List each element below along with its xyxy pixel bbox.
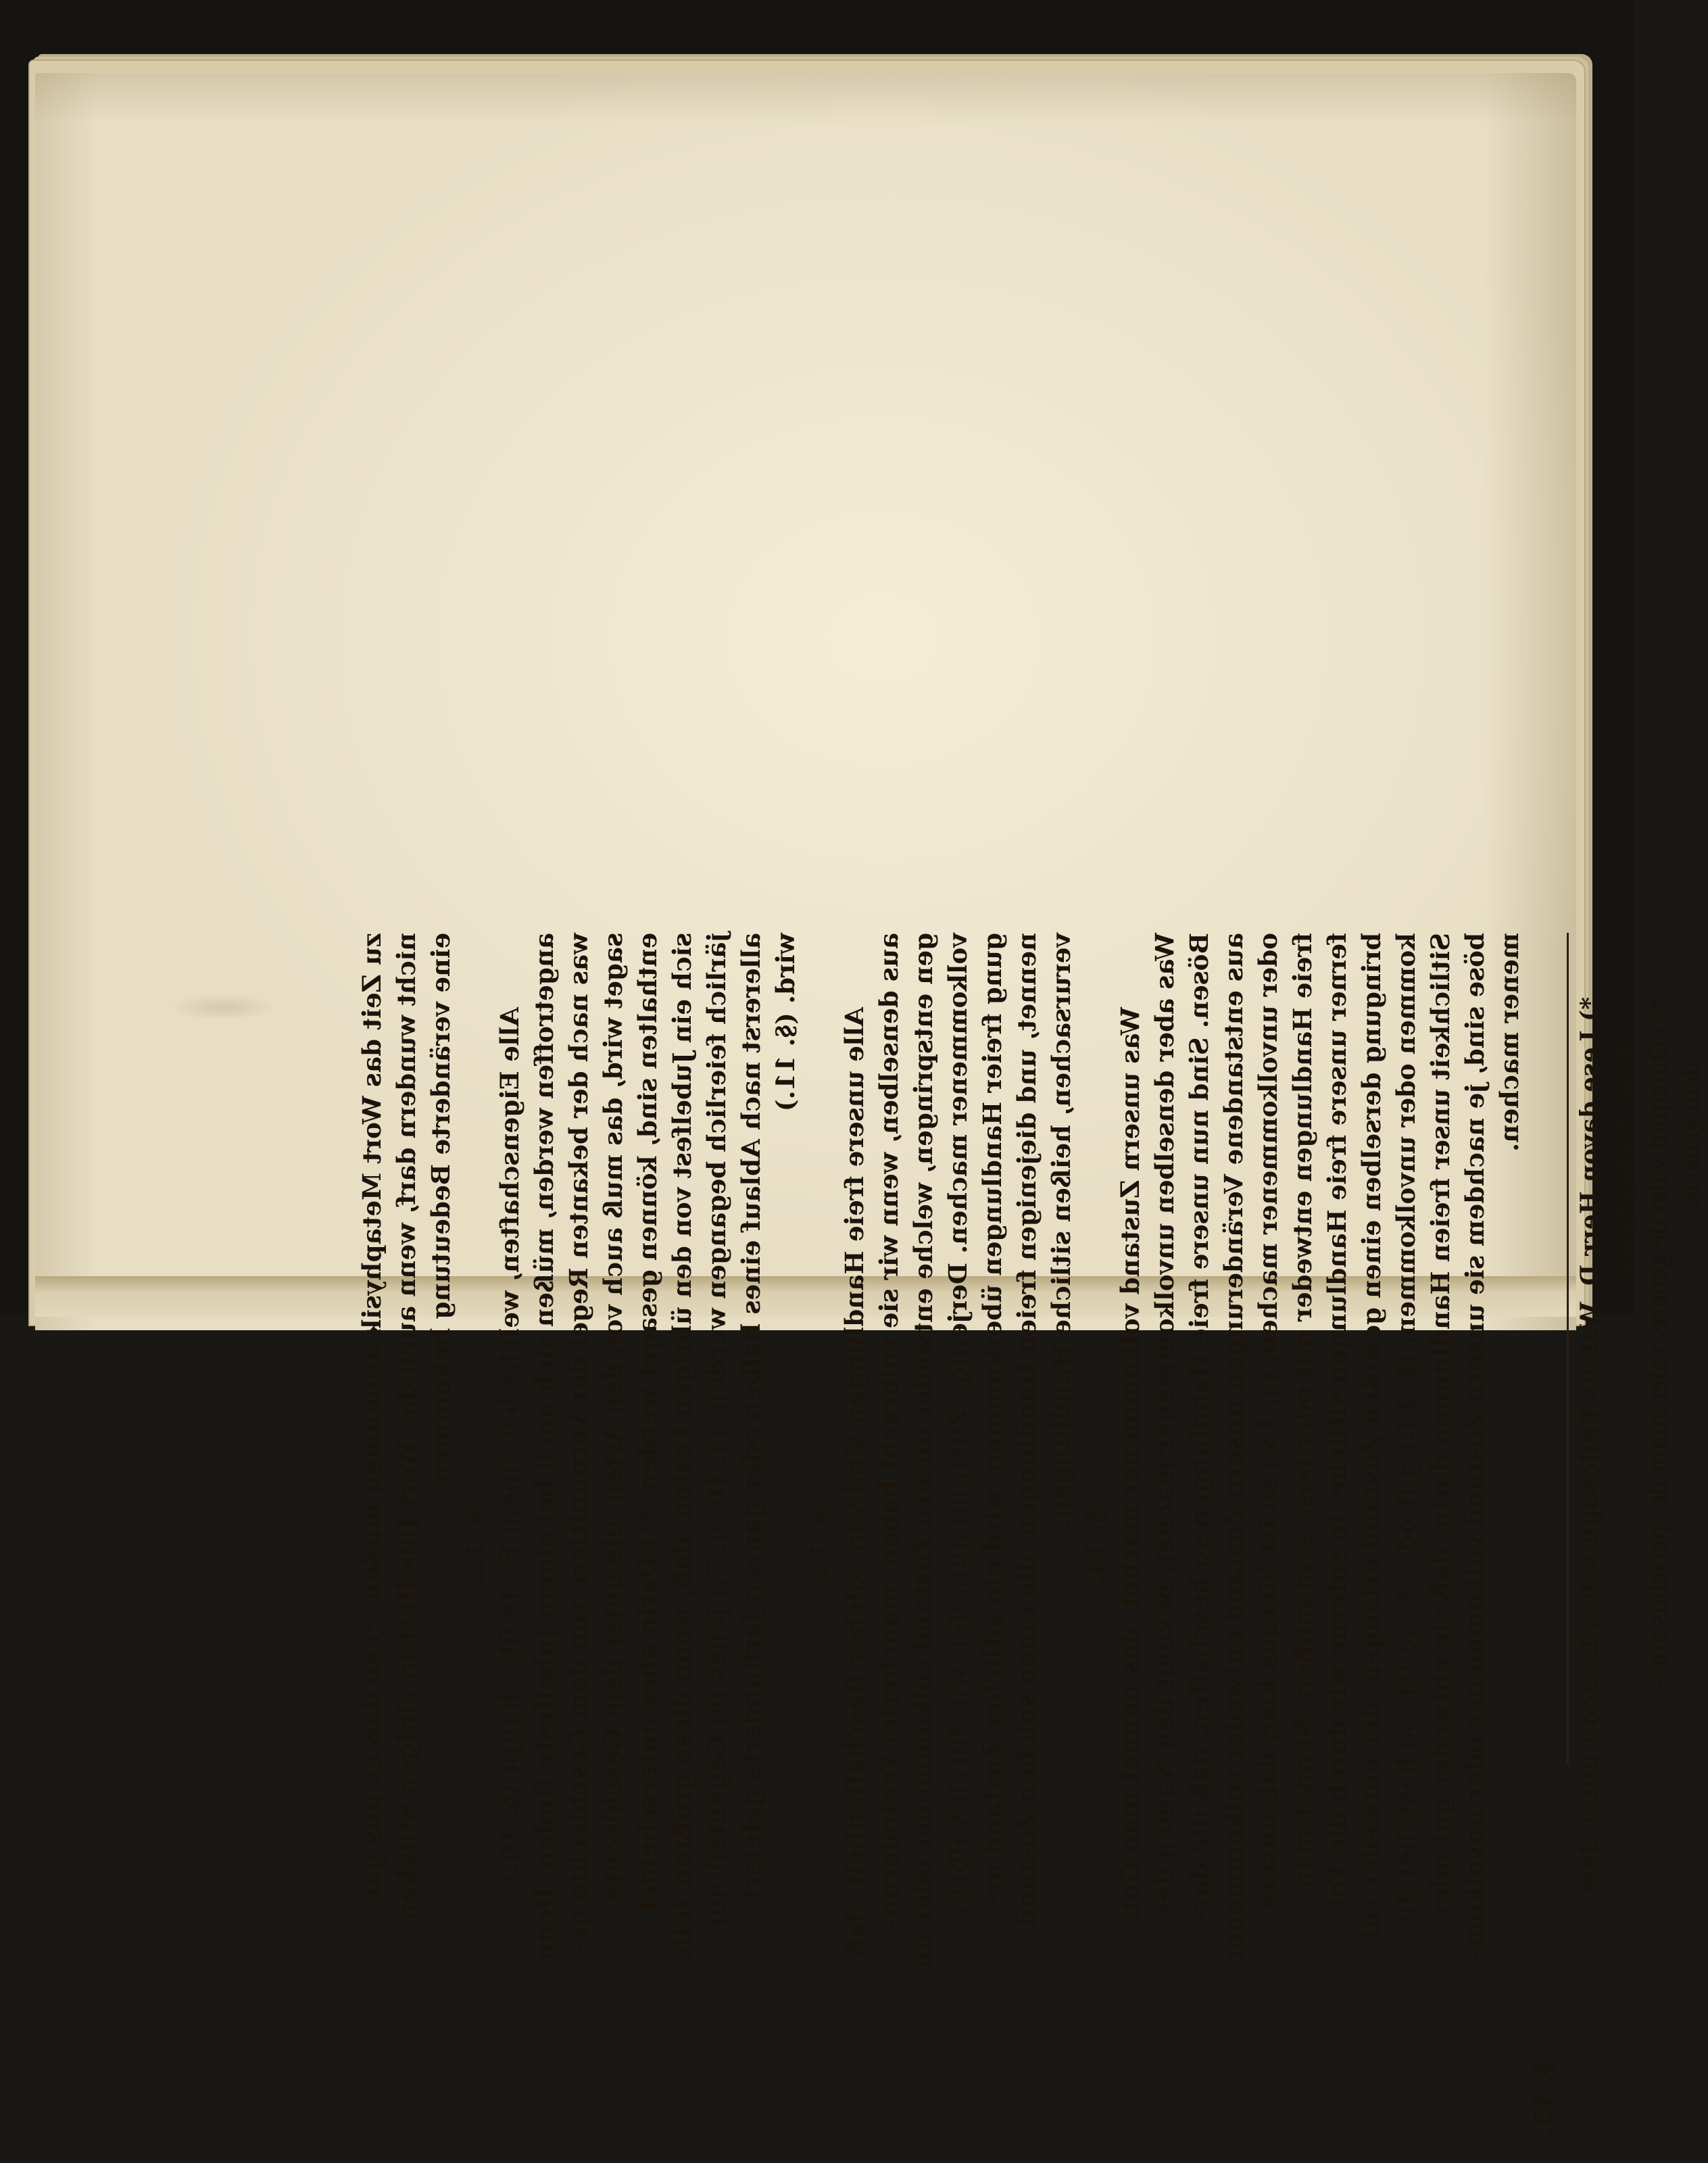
text-line: enthalten sind, können gesaget werden. **) Darin aber unterscheidet	[633, 933, 662, 1914]
text-line: Bösen. Sind nun unsere freie Handlungen so beschaffen, daß die dar-	[1184, 933, 1214, 1920]
footnotes	[1573, 933, 1708, 2163]
text-line: verursachen, heißen sitliche Handlungen.	[1046, 933, 1076, 1528]
section-12-body	[493, 933, 803, 2163]
text-line: järlich feierlich begangen werden, (§. 10. n. 7.) jenes im Gegenteil nur	[702, 933, 731, 1931]
paragraph-continuation	[355, 933, 458, 2163]
text-line: eine veränderte Bedeutung bekommen.	[426, 933, 456, 1492]
text-line: sich ein Jubelfest von den übrigen Festen, daß, wenn diese größten Teils	[667, 933, 697, 1961]
text-line: gen entspringen, welche entweder unsern Zustand volkommener oder un-	[908, 933, 938, 1980]
text-line: Alle Eigenschaften, welche bei einem Feste überhaupt (§. 10.)	[495, 1007, 524, 1883]
text-line: allererst nach Ablauf eines halben oder ganzen Jarhunderts gefeiert	[736, 933, 766, 1901]
section-heading-14: §. 14.	[1081, 1510, 1111, 1586]
text-line: böse sind, je nachdem sie unsern Zustand volkommener oder unvolkom-	[1460, 933, 1490, 1958]
section-heading-12: §. 12.	[460, 1510, 490, 1586]
footnote-2-continuation: dem generis.	[1676, 1061, 1706, 1209]
text-line: zu Zeit das Wort Metaphysik annehmen müßen, *) so daß es uns gar	[357, 933, 387, 1901]
text-line: Was aber denselben unvolkommener machet, bekomt den Namen des	[1150, 933, 1179, 1916]
text-line: Was unsern Zustand volkommener machet, das nennet man Gut.	[1115, 1007, 1145, 1922]
text-line: bringung derselben einen gewißen Zustand erlangen, der entweder vol-	[1357, 933, 1386, 1949]
text-line: angetroffen werden, müßen sich auch bei einem Jubelfeste finden. Denn	[529, 933, 559, 1962]
text-line: volkommener machen. Derjenige Zustand nun, den wir durch Volbrin-	[943, 933, 973, 1925]
bleed-through-mark	[169, 994, 277, 1021]
text-line: aus denselben, wenn wir sie volbracht haben, mancherlei Veränderun-	[874, 933, 904, 1928]
text-line: nennet, und diejenigen freien Handlungen, die einen solchen Zustand	[1012, 933, 1042, 1927]
footnote-1-continuation: Titul Metaphysik.	[1609, 1041, 1638, 1284]
text-line: saget wird, das muß auch von den Arten, die unter dem Geschlechte	[598, 933, 628, 1901]
section-14-body	[1113, 933, 1561, 2163]
section-13-body	[837, 933, 1079, 2163]
text-line: was nach der bekanten Regel der Vernunftlere von dem Geschlechte ge-	[564, 933, 593, 1954]
text-line: freie Handlungen entweder gut oder böse sein müßen. Nennet man	[1288, 933, 1317, 1890]
footnote-1: *) Lese davon Herr D. Walchs Philosophisches Lexicon unter dem	[1576, 997, 1604, 1896]
text-line: ferner unsere freie Handlungen sitliche, in soferne wir durch die Vol-	[1322, 933, 1352, 1918]
text-line: aus entstandene Veränderungen unsern Zustand entweder volkommener	[1219, 933, 1248, 1963]
footnote-2: **) Quicquid valet de genere, valet etiam de speciebus eius-	[1642, 997, 1672, 1687]
text-line: Alle unsere freie Handlungen sind von solcher Beschaffenheit, daß	[839, 1007, 869, 1958]
catchword: §. 15.	[1529, 2061, 1559, 2136]
text-line: kommen oder unvolkommen, (§. 13.) gut oder böse ist; so bestehet die	[1391, 933, 1421, 1931]
text-line: oder unvolkommener machen, (§. 13.) so ist hieraus klar, daß unsere	[1253, 933, 1283, 1910]
text-line: gung freier Handlungen überkommen, wird ein sitlicher Zustand ge-	[977, 933, 1007, 1908]
section-heading-13: §. 13.	[805, 1510, 835, 1586]
text-line: nicht wundern darf, wenn auch das Wort Jubelfest in einigen Stükken	[391, 933, 421, 1921]
text-line: mener machen.	[1494, 933, 1524, 1152]
text-line: Sitlichkeit unser freien Handlungen darin, daß sie entweder gut oder	[1425, 933, 1455, 1918]
footnote-rule	[1567, 933, 1569, 1764]
text-line: wird. (§. 11.)	[771, 933, 800, 1112]
rotated-text-block	[355, 933, 1706, 2163]
